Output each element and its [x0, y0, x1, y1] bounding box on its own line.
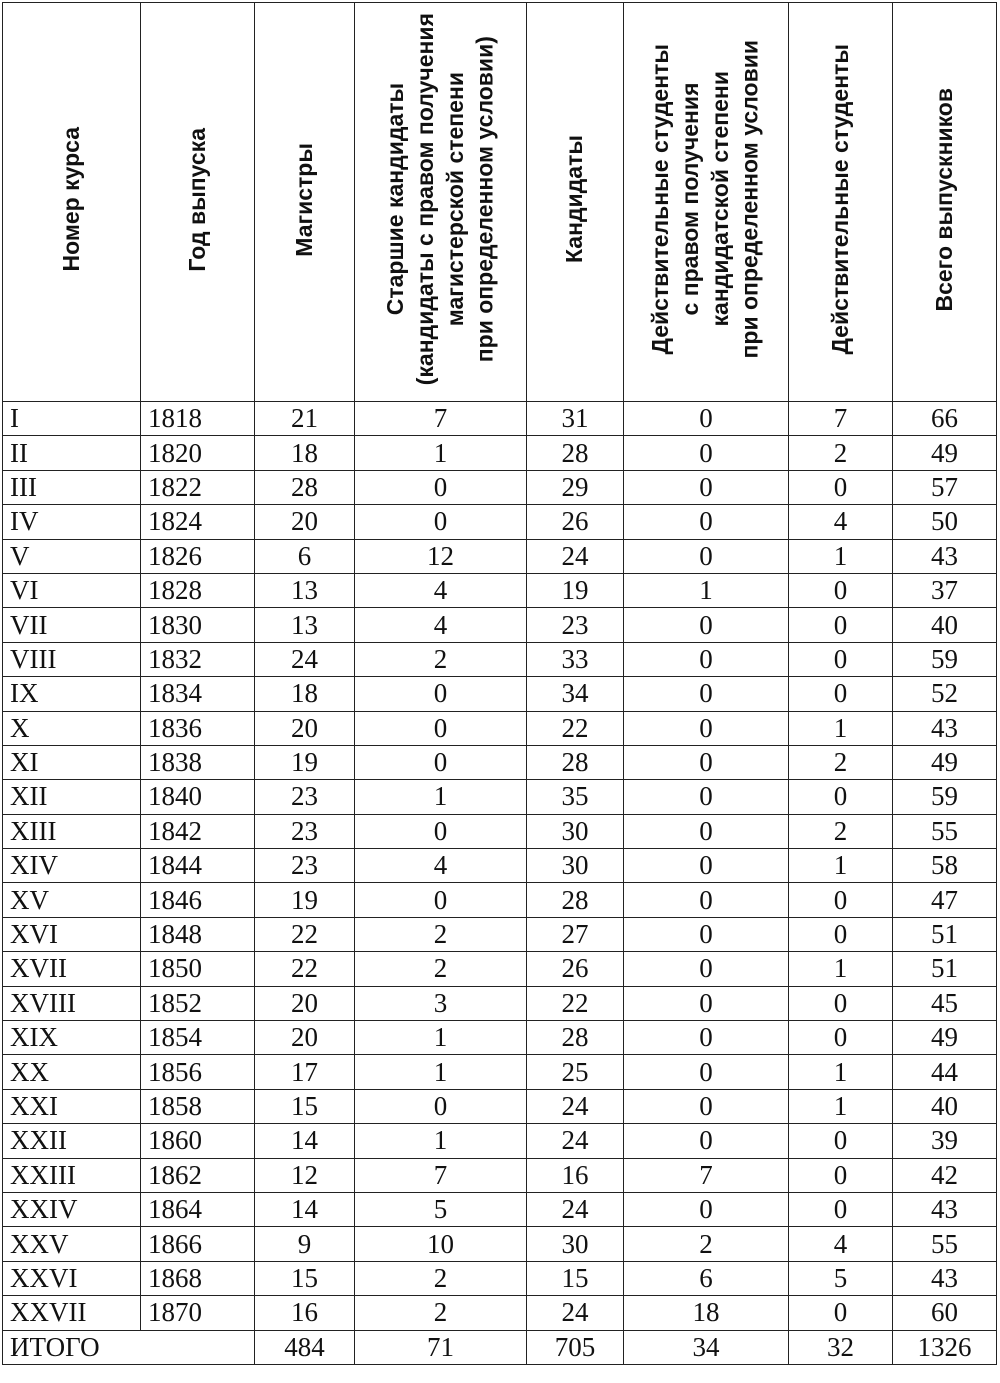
table-row [3, 436, 997, 470]
table-cell: VII [3, 608, 141, 642]
table-row [3, 608, 997, 642]
table-cell: 0 [624, 1021, 789, 1055]
table-cell: 0 [355, 745, 527, 779]
table-row [3, 814, 997, 848]
table-cell: 1870 [141, 1296, 255, 1330]
column-header-line: при определенном условии) [471, 36, 498, 363]
table-cell: 1834 [141, 677, 255, 711]
table-cell: 29 [527, 470, 624, 504]
table-cell: 52 [893, 677, 997, 711]
table-cell: 1832 [141, 642, 255, 676]
table-cell: 43 [893, 539, 997, 573]
table-cell: 1818 [141, 402, 255, 436]
table-cell: 1 [789, 849, 893, 883]
table-cell: 34 [527, 677, 624, 711]
table-cell: 1 [355, 1124, 527, 1158]
table-row [3, 780, 997, 814]
table-cell: 30 [527, 849, 624, 883]
table-cell: VI [3, 573, 141, 607]
table-cell: 1 [789, 1089, 893, 1123]
table-cell: 43 [893, 1192, 997, 1226]
table-cell: 24 [527, 1124, 624, 1158]
table-cell: 24 [527, 1296, 624, 1330]
column-header-line: Действительные студенты [647, 44, 674, 355]
header-row [3, 3, 997, 402]
table-cell: 1820 [141, 436, 255, 470]
table-cell: XXIV [3, 1192, 141, 1226]
table-cell: 0 [355, 1089, 527, 1123]
table-cell: XXVI [3, 1261, 141, 1295]
table-cell: 0 [624, 780, 789, 814]
table-cell: 0 [789, 608, 893, 642]
table-row [3, 677, 997, 711]
total-cell: 34 [624, 1330, 789, 1364]
table-cell: 9 [255, 1227, 355, 1261]
table-cell: 0 [789, 1021, 893, 1055]
graduates-table [2, 2, 997, 1365]
table-cell: 1830 [141, 608, 255, 642]
table-cell: XI [3, 745, 141, 779]
table-row [3, 986, 997, 1020]
table-cell: XXVII [3, 1296, 141, 1330]
table-cell: 1860 [141, 1124, 255, 1158]
table-cell: 0 [624, 505, 789, 539]
table-cell: 7 [624, 1158, 789, 1192]
table-row [3, 1227, 997, 1261]
table-cell: 26 [527, 505, 624, 539]
table-cell: 0 [624, 849, 789, 883]
table-row [3, 505, 997, 539]
table-cell: 35 [527, 780, 624, 814]
table-cell: 4 [355, 849, 527, 883]
table-cell: 14 [255, 1192, 355, 1226]
total-label: ИТОГО [3, 1330, 255, 1364]
table-cell: 26 [527, 952, 624, 986]
table-cell: IX [3, 677, 141, 711]
table-cell: 16 [527, 1158, 624, 1192]
table-cell: XXII [3, 1124, 141, 1158]
table-cell: 0 [789, 573, 893, 607]
table-cell: 22 [255, 952, 355, 986]
table-body [3, 402, 997, 1331]
table-cell: 24 [255, 642, 355, 676]
table-cell: 40 [893, 1089, 997, 1123]
table-cell: 1 [355, 436, 527, 470]
table-cell: 0 [355, 470, 527, 504]
table-cell: 60 [893, 1296, 997, 1330]
table-cell: 1856 [141, 1055, 255, 1089]
table-cell: 0 [624, 952, 789, 986]
table-cell: 2 [355, 1296, 527, 1330]
table-row [3, 1261, 997, 1295]
table-row [3, 539, 997, 573]
table-cell: II [3, 436, 141, 470]
table-cell: 7 [355, 1158, 527, 1192]
table-cell: 51 [893, 917, 997, 951]
table-cell: 23 [255, 849, 355, 883]
table-cell: 10 [355, 1227, 527, 1261]
table-cell: 58 [893, 849, 997, 883]
table-cell: XIII [3, 814, 141, 848]
table-cell: 20 [255, 711, 355, 745]
table-cell: 18 [255, 677, 355, 711]
table-cell: 19 [255, 883, 355, 917]
table-row [3, 1021, 997, 1055]
table-cell: 1854 [141, 1021, 255, 1055]
table-cell: 0 [624, 402, 789, 436]
table-cell: 13 [255, 608, 355, 642]
table-row [3, 952, 997, 986]
table-cell: 0 [789, 986, 893, 1020]
column-header-line: (кандидаты с правом получения [411, 13, 438, 386]
table-cell: 0 [355, 677, 527, 711]
table-cell: 0 [624, 1124, 789, 1158]
table-cell: I [3, 402, 141, 436]
table-cell: 0 [624, 1089, 789, 1123]
table-cell: 0 [789, 642, 893, 676]
table-row [3, 745, 997, 779]
table-cell: 57 [893, 470, 997, 504]
table-cell: 0 [355, 814, 527, 848]
table-cell: 0 [789, 677, 893, 711]
table-cell: XVIII [3, 986, 141, 1020]
table-cell: 18 [255, 436, 355, 470]
table-cell: 24 [527, 539, 624, 573]
table-cell: 6 [624, 1261, 789, 1295]
table-cell: 15 [527, 1261, 624, 1295]
table-cell: 0 [789, 1124, 893, 1158]
table-row [3, 402, 997, 436]
column-header-line: Номер курса [57, 127, 84, 272]
table-cell: 2 [355, 642, 527, 676]
table-cell: 31 [527, 402, 624, 436]
table-cell: 30 [527, 1227, 624, 1261]
table-cell: 22 [527, 986, 624, 1020]
column-header-line: кандидатской степени [707, 71, 733, 328]
table-cell: 7 [355, 402, 527, 436]
table-cell: XIV [3, 849, 141, 883]
table-cell: 0 [624, 917, 789, 951]
table-cell: 1866 [141, 1227, 255, 1261]
table-cell: 1868 [141, 1261, 255, 1295]
table-cell: 1844 [141, 849, 255, 883]
table-cell: 0 [789, 883, 893, 917]
table-cell: 28 [527, 436, 624, 470]
table-cell: 1 [789, 952, 893, 986]
table-cell: 0 [624, 677, 789, 711]
column-header-line: с правом получения [677, 83, 704, 316]
table-cell: 28 [527, 883, 624, 917]
table-cell: 4 [355, 608, 527, 642]
table-cell: 44 [893, 1055, 997, 1089]
column-header-6 [789, 3, 893, 402]
table-cell: 0 [789, 470, 893, 504]
table-cell: 2 [355, 1261, 527, 1295]
column-header-4 [527, 3, 624, 402]
table-cell: XXIII [3, 1158, 141, 1192]
table-cell: VIII [3, 642, 141, 676]
table-cell: 2 [624, 1227, 789, 1261]
table-row [3, 917, 997, 951]
column-header-line: Всего выпускников [930, 87, 957, 312]
table-cell: 23 [255, 814, 355, 848]
table-cell: XXI [3, 1089, 141, 1123]
table-cell: 49 [893, 1021, 997, 1055]
table-cell: 6 [255, 539, 355, 573]
table-cell: 16 [255, 1296, 355, 1330]
column-header-line: Кандидаты [561, 135, 588, 264]
table-cell: 5 [355, 1192, 527, 1226]
table-row [3, 573, 997, 607]
total-cell: 484 [255, 1330, 355, 1364]
table-cell: 40 [893, 608, 997, 642]
table-cell: 14 [255, 1124, 355, 1158]
table-row [3, 1296, 997, 1330]
table-cell: 4 [789, 505, 893, 539]
table-cell: 19 [255, 745, 355, 779]
table-cell: 1864 [141, 1192, 255, 1226]
table-cell: 42 [893, 1158, 997, 1192]
table-cell: 1842 [141, 814, 255, 848]
table-cell: IV [3, 505, 141, 539]
table-cell: 39 [893, 1124, 997, 1158]
table-cell: 4 [355, 573, 527, 607]
column-header-line: Действительные студенты [826, 44, 853, 355]
total-cell: 32 [789, 1330, 893, 1364]
table-cell: XVII [3, 952, 141, 986]
column-header-7 [893, 3, 997, 402]
table-cell: 1858 [141, 1089, 255, 1123]
table-cell: 28 [255, 470, 355, 504]
table-cell: 59 [893, 780, 997, 814]
table-cell: 33 [527, 642, 624, 676]
table-cell: 51 [893, 952, 997, 986]
column-header-line: Год выпуска [183, 127, 210, 272]
column-header-line: при определенном условии [736, 40, 763, 359]
table-cell: 55 [893, 1227, 997, 1261]
table-cell: XII [3, 780, 141, 814]
table-cell: 0 [624, 539, 789, 573]
table-cell: 1 [355, 1055, 527, 1089]
table-cell: 21 [255, 402, 355, 436]
column-header-line: магистерской степени [441, 72, 468, 327]
table-cell: 0 [355, 883, 527, 917]
table-cell: 1 [789, 711, 893, 745]
table-row [3, 1055, 997, 1089]
table-cell: 45 [893, 986, 997, 1020]
table-cell: XV [3, 883, 141, 917]
column-header-0 [3, 3, 141, 402]
table-cell: 50 [893, 505, 997, 539]
table-cell: 0 [355, 711, 527, 745]
table-cell: 0 [624, 1055, 789, 1089]
table-cell: 43 [893, 711, 997, 745]
table-cell: 0 [624, 642, 789, 676]
table-cell: 0 [624, 986, 789, 1020]
table-cell: 12 [255, 1158, 355, 1192]
table-cell: 27 [527, 917, 624, 951]
table-cell: 1852 [141, 986, 255, 1020]
table-row [3, 1124, 997, 1158]
table-cell: XVI [3, 917, 141, 951]
table-cell: 43 [893, 1261, 997, 1295]
table-cell: 0 [624, 470, 789, 504]
table-cell: 12 [355, 539, 527, 573]
table-cell: 2 [789, 745, 893, 779]
table-cell: 1846 [141, 883, 255, 917]
table-cell: 49 [893, 436, 997, 470]
total-cell: 1326 [893, 1330, 997, 1364]
table-cell: 37 [893, 573, 997, 607]
table-cell: 1 [789, 539, 893, 573]
table-cell: 0 [624, 883, 789, 917]
table-cell: 1824 [141, 505, 255, 539]
table-cell: 1 [355, 780, 527, 814]
table-row [3, 1158, 997, 1192]
column-header-line: Магистры [290, 142, 317, 257]
table-cell: 3 [355, 986, 527, 1020]
table-row [3, 1089, 997, 1123]
table-cell: V [3, 539, 141, 573]
table-cell: 59 [893, 642, 997, 676]
table-cell: 0 [355, 505, 527, 539]
table-cell: XIX [3, 1021, 141, 1055]
total-cell: 71 [355, 1330, 527, 1364]
table-cell: 0 [624, 1192, 789, 1226]
table-cell: 22 [255, 917, 355, 951]
table-cell: 13 [255, 573, 355, 607]
table-row [3, 711, 997, 745]
table-row [3, 849, 997, 883]
table-row [3, 1192, 997, 1226]
table-cell: 25 [527, 1055, 624, 1089]
total-cell: 705 [527, 1330, 624, 1364]
table-cell: 1840 [141, 780, 255, 814]
table-cell: 1826 [141, 539, 255, 573]
table-cell: 28 [527, 745, 624, 779]
table-cell: 22 [527, 711, 624, 745]
column-header-2 [255, 3, 355, 402]
table-cell: 23 [255, 780, 355, 814]
table-cell: XXV [3, 1227, 141, 1261]
table-cell: 19 [527, 573, 624, 607]
table-cell: 28 [527, 1021, 624, 1055]
table-cell: 0 [789, 780, 893, 814]
table-cell: 1862 [141, 1158, 255, 1192]
table-cell: 0 [624, 436, 789, 470]
table-cell: 5 [789, 1261, 893, 1295]
table-cell: 66 [893, 402, 997, 436]
column-header-1 [141, 3, 255, 402]
column-header-5 [624, 3, 789, 402]
table-row [3, 883, 997, 917]
table-cell: 0 [789, 917, 893, 951]
table-cell: 0 [789, 1296, 893, 1330]
table-cell: 0 [789, 1192, 893, 1226]
table-cell: 23 [527, 608, 624, 642]
table-cell: 0 [624, 814, 789, 848]
table-cell: 47 [893, 883, 997, 917]
table-cell: 15 [255, 1089, 355, 1123]
table-cell: XX [3, 1055, 141, 1089]
table-cell: 2 [355, 917, 527, 951]
table-cell: 1 [789, 1055, 893, 1089]
table-cell: 2 [789, 436, 893, 470]
table-row [3, 470, 997, 504]
table-cell: 20 [255, 986, 355, 1020]
table-cell: 1838 [141, 745, 255, 779]
table-cell: 1848 [141, 917, 255, 951]
table-cell: 1 [355, 1021, 527, 1055]
column-header-line: Старшие кандидаты [381, 83, 408, 316]
table-cell: 1850 [141, 952, 255, 986]
table-cell: 17 [255, 1055, 355, 1089]
column-header-3 [355, 3, 527, 402]
table-cell: 7 [789, 402, 893, 436]
table-cell: 24 [527, 1089, 624, 1123]
table-cell: 2 [789, 814, 893, 848]
table-cell: 0 [789, 1158, 893, 1192]
table-row [3, 642, 997, 676]
table-cell: X [3, 711, 141, 745]
table-cell: III [3, 470, 141, 504]
table-cell: 55 [893, 814, 997, 848]
table-cell: 24 [527, 1192, 624, 1226]
table-cell: 0 [624, 745, 789, 779]
table-cell: 1836 [141, 711, 255, 745]
table-cell: 20 [255, 505, 355, 539]
table-cell: 1 [624, 573, 789, 607]
table-cell: 2 [355, 952, 527, 986]
table-cell: 49 [893, 745, 997, 779]
table-cell: 4 [789, 1227, 893, 1261]
table-cell: 1822 [141, 470, 255, 504]
table-cell: 18 [624, 1296, 789, 1330]
table-cell: 30 [527, 814, 624, 848]
table-cell: 0 [624, 608, 789, 642]
table-cell: 0 [624, 711, 789, 745]
table-cell: 15 [255, 1261, 355, 1295]
total-row [3, 1330, 997, 1364]
table-cell: 1828 [141, 573, 255, 607]
table-cell: 20 [255, 1021, 355, 1055]
